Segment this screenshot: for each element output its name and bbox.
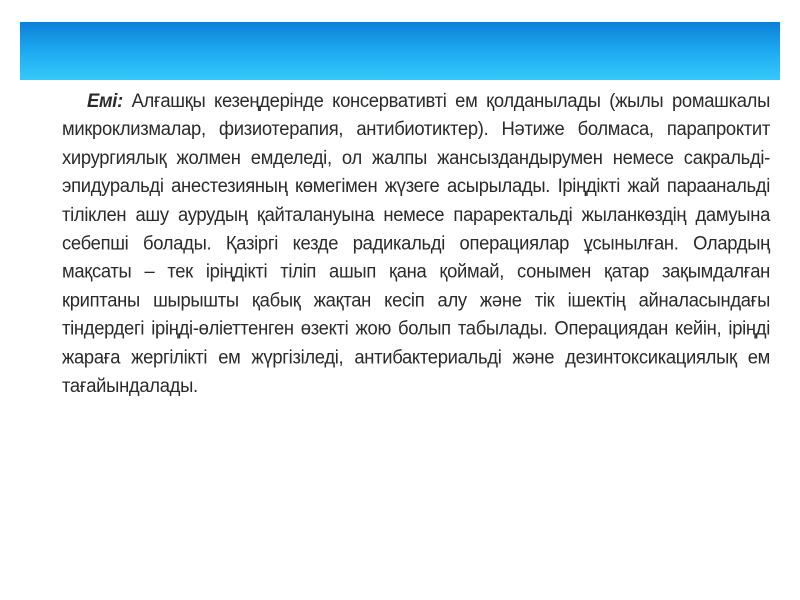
treatment-text: Алғашқы кезеңдерінде консервативті ем қолданылады (жылы ромашкалы микроклизмалар, физиотерапия, антибиотиктер). Нәтиже болмаса, парапроктит хирургиялық жолмен емделеді, ол жалпы жансыздандырумен немесе сакральді-эпидуральді анестезияның көмегімен жүзеге асырылады. Іріңдікті жай параанальді тіліклен ашу аурудың қайталануына немесе параректальді жыланкөздің дамуына себепші болады. Қазіргі кезде радикальді операциялар ұсынылған. Олардың мақсаты – тек іріңдікті тіліп ашып қана қоймай, сонымен қатар зақымдалған криптаны шырышты қабық жақтан кесіп алу және тік ішектің айналасындағы тіндердегі іріңді-өліеттенген өзекті жою болып табылады. Операциядан кейін, іріңді жараға жергілікті ем жүргізіледі, антибактериальді және дезинтоксикациялық ем тағайындалады. bbox=[62, 89, 771, 396]
treatment-lead-label: Емі: bbox=[87, 89, 123, 111]
treatment-paragraph bbox=[62, 86, 770, 400]
header-bar bbox=[20, 22, 780, 80]
